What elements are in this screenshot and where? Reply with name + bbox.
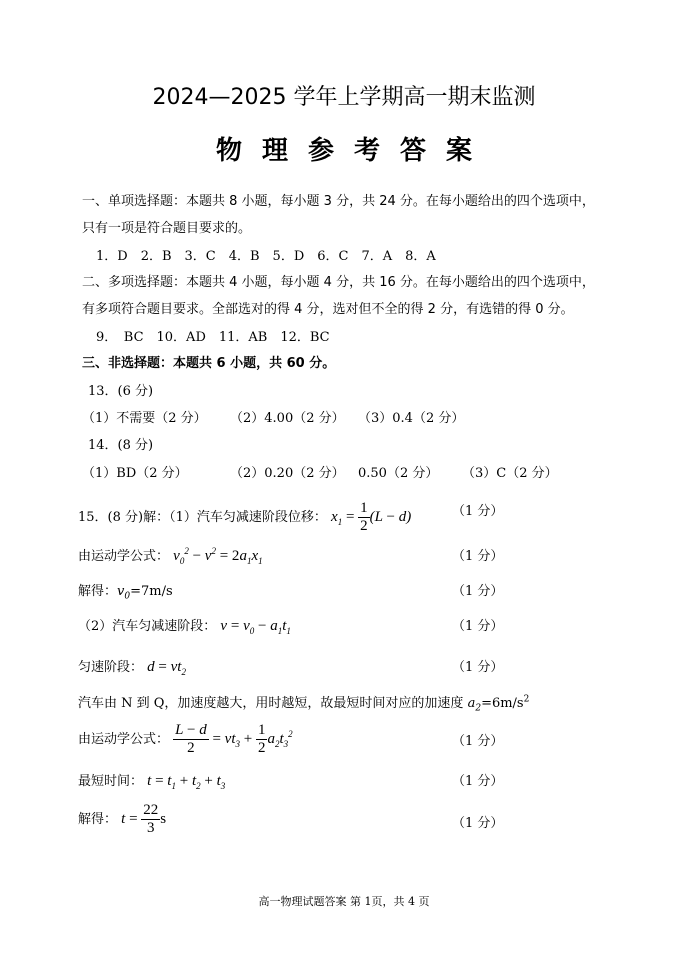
- section-2-answers: 9． BC 10．AD 11．AB 12．BC: [96, 330, 330, 345]
- q13-answer-2: （2）4.00（2 分）: [230, 411, 345, 426]
- points-8: （1 分）: [452, 816, 504, 831]
- formula-x1: $x_1$ = $\frac{1}{2}$ (L − d): [331, 500, 412, 534]
- points-6: （1 分）: [452, 734, 504, 749]
- q13-answer-1: （1）不需要（2 分）: [82, 411, 207, 426]
- result-t-numerator: 22: [143, 802, 159, 818]
- formula-kinematic: $v_0^2 - v^2 = 2a_1x_1$: [173, 546, 263, 566]
- points-1: （1 分）: [452, 504, 504, 519]
- result-v0: =7m/s: [130, 584, 173, 599]
- q15-line-6-text: 汽车由 N 到 Q，加速度越大，用时越短，故最短时间对应的加速度: [78, 696, 468, 711]
- q15-line-9-text: 解得：: [78, 811, 118, 827]
- q15-line-5: [78, 656, 186, 677]
- page-subtitle: 物理参考答案: [215, 136, 492, 166]
- q14-answer-3: （3）C（2 分）: [462, 466, 558, 481]
- points-2: （1 分）: [452, 549, 504, 564]
- section-1-desc-line2: 只有一项是符合题目要求的。: [82, 221, 252, 236]
- formula-total-time: $t = t_1 + t_2 + t_3$: [147, 773, 226, 791]
- q14-label: 14．(8 分): [88, 438, 154, 453]
- q13-label: 13．(6 分): [88, 384, 154, 399]
- q15-line-6: 汽车由 N 到 Q，加速度越大，用时越短，故最短时间对应的加速度 $a_2=6m/s^2$: [78, 694, 530, 714]
- formula-result-t: t = $\frac{22}{3}$ s: [121, 802, 167, 836]
- var-a2: $a_2$: [467, 696, 482, 714]
- q14-answer-2b: 0.50（2 分）: [358, 466, 439, 481]
- formula-uniform: $d = vt_2$: [147, 659, 186, 677]
- section-2-desc-line1: 二、多项选择题：本题共 4 小题，每小题 4 分，共 16 分。在每小题给出的四个选项中，: [82, 275, 595, 290]
- q15-intro: [78, 500, 411, 535]
- q15-line-3: [78, 580, 173, 602]
- section-2-desc-line2: 有多项符合题目要求。全部选对的得 4 分，选对但不全的得 2 分，有选错的得 0 分。: [82, 302, 574, 317]
- points-7: （1 分）: [452, 774, 504, 789]
- section-1-answers: 1．D 2．B 3．C 4．B 5．D 6．C 7．A 8．A: [96, 249, 436, 264]
- page-footer: 高一物理试题答案 第 1页，共 4 页: [258, 895, 430, 908]
- points-4: （1 分）: [452, 619, 504, 634]
- formula-decel: $v = v_0 - a_1t_1$: [220, 618, 291, 636]
- section-3-heading: 三、非选择题：本题共 6 小题，共 60 分。: [82, 356, 336, 371]
- q15-line-4: [78, 615, 291, 636]
- q14-answer-1: （1）BD（2 分）: [82, 466, 188, 481]
- section-1-desc-line1: 一、单项选择题：本题共 8 小题，每小题 3 分，共 24 分。在每小题给出的四个选项中，: [82, 194, 595, 209]
- formula-distance: $\frac{L - d}{2}$ = $vt_3$ + $\frac{1}{2}$ $a_2t_3^2$: [175, 722, 293, 756]
- q15-line-2: [78, 545, 263, 566]
- q15-line-8: [78, 770, 225, 791]
- q15-line-2-text: 由运动学公式：: [78, 549, 170, 564]
- q13-answer-3: （3）0.4（2 分）: [358, 411, 465, 426]
- q14-answer-2: （2）0.20（2 分）: [230, 466, 345, 481]
- page-title: 2024—2025 学年上学期高一期末监测: [152, 85, 536, 110]
- q15-line-4-text: （2）汽车匀减速阶段：: [78, 619, 217, 634]
- points-3: （1 分）: [452, 584, 504, 599]
- q15-line-8-text: 最短时间：: [78, 774, 144, 789]
- q15-line-7: [78, 722, 293, 757]
- q15-line-9: [78, 802, 166, 837]
- q15-line-6-value: =6m/s: [481, 696, 524, 711]
- points-5: （1 分）: [452, 660, 504, 675]
- result-t-unit: s: [160, 810, 167, 827]
- q15-line-7-text: 由运动学公式：: [78, 731, 170, 747]
- result-t-denominator: 3: [147, 820, 155, 836]
- q15-intro-text: 15．(8 分)解：（1）汽车匀减速阶段位移：: [78, 509, 327, 525]
- var-v0: $v_0$: [117, 584, 131, 602]
- q15-line-3-text: 解得：: [78, 584, 118, 599]
- q15-line-5-text: 匀速阶段：: [78, 660, 144, 675]
